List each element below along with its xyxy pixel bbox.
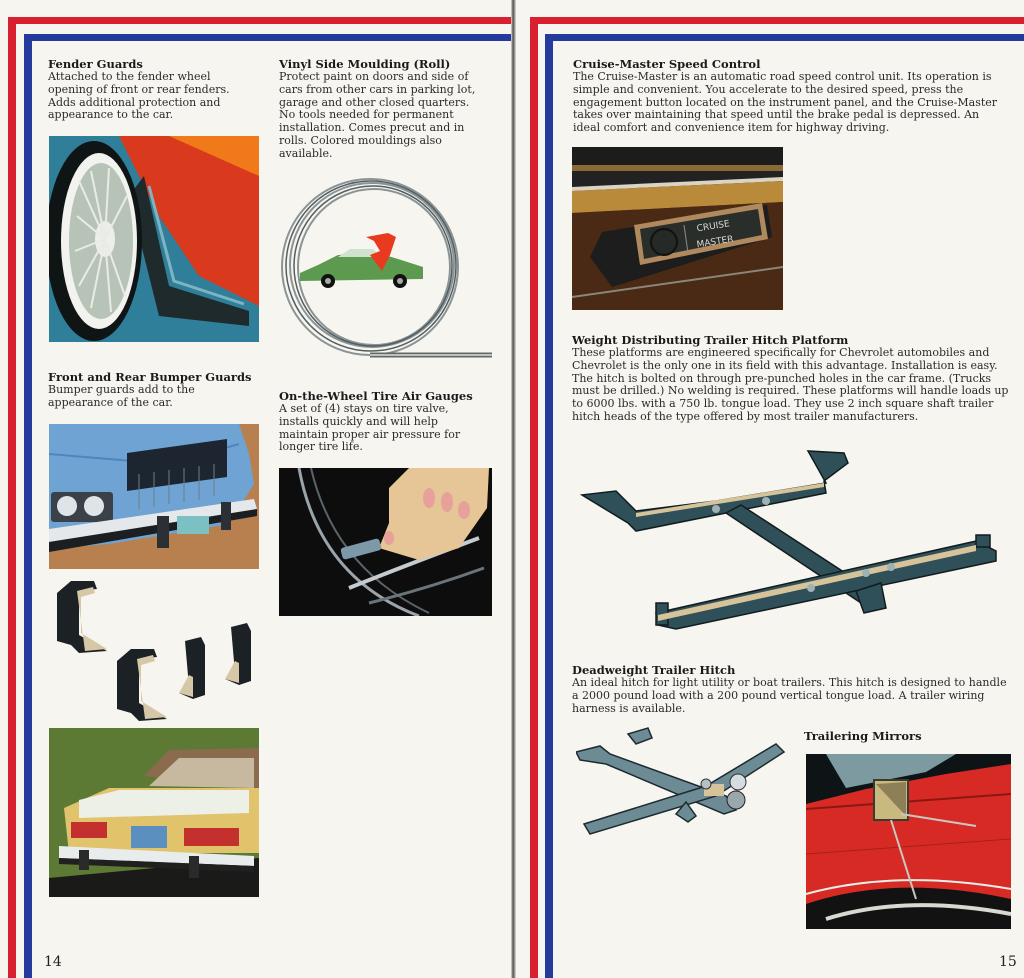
section-title: Trailering Mirrors bbox=[804, 729, 922, 743]
page-number: 14 bbox=[44, 954, 62, 970]
deadweight-hitch-image bbox=[576, 724, 788, 836]
blue-border-top bbox=[545, 34, 1024, 41]
section-body: An ideal hitch for light utility or boat trailers. This hitch is designed to handle a 2000 pound load with a 200 pound vertical tongue load. A trailer wiring harness is available. bbox=[572, 676, 1007, 715]
section-title: Fender Guards bbox=[48, 57, 143, 71]
cruise-label: CRUISE bbox=[696, 219, 731, 235]
section-body: Bumper guards add to the appearance of the car. bbox=[48, 383, 195, 409]
red-border-top bbox=[8, 17, 513, 24]
trailering-mirrors-section bbox=[804, 730, 1004, 743]
section-title: On-the-Wheel Tire Air Gauges bbox=[279, 389, 473, 403]
red-border-left bbox=[530, 17, 538, 978]
rear-bumper-guard-image bbox=[49, 728, 259, 897]
deadweight-hitch-section bbox=[572, 664, 1012, 715]
cruise-master-image bbox=[572, 147, 783, 310]
tire-gauge-image bbox=[279, 468, 492, 616]
fender-guard-image bbox=[49, 136, 259, 342]
bumper-guard-front-image bbox=[49, 424, 259, 569]
section-title: Cruise-Master Speed Control bbox=[573, 57, 761, 71]
trailering-mirror-image bbox=[806, 754, 1011, 929]
master-label: MASTER bbox=[696, 234, 735, 251]
trailer-hitch-platform-section bbox=[572, 334, 1012, 424]
section-title: Weight Distributing Trailer Hitch Platform bbox=[572, 333, 849, 347]
red-border-top bbox=[530, 17, 1024, 24]
blue-border-left bbox=[545, 34, 553, 978]
bumper-guard-parts-image bbox=[49, 575, 259, 725]
section-body: Protect paint on doors and side of cars from other cars in parking lot, garage and other closed quarters. No tools needed for permanent installation. Comes precut and in rolls. Colored mouldings also available. bbox=[279, 70, 476, 160]
section-body: Attached to the fender wheel opening of front or rear fenders. Adds additional protection and appearance to the car. bbox=[48, 70, 230, 122]
fender-guards-section bbox=[48, 58, 253, 122]
section-title: Deadweight Trailer Hitch bbox=[572, 663, 736, 677]
vinyl-side-moulding-section bbox=[279, 58, 489, 161]
tire-air-gauges-section bbox=[279, 390, 484, 454]
section-body: The Cruise-Master is an automatic road speed control unit. Its operation is simple and convenient. You accelerate to the desired speed, press the engagement button located on the instrument panel, and the Cruise-Master takes over maintaining that speed until the brake pedal is depressed. An ideal comfort and convenience item for highway driving. bbox=[573, 70, 998, 135]
hitch-platform-image bbox=[576, 443, 1006, 643]
right-page bbox=[516, 0, 1024, 978]
section-body: These platforms are engineered specifically for Chevrolet automobiles and Chevrolet is the only one in its field with this advantage. Installation is easy. The hitch is bolted on through pre-punched holes in the car frame. (Trucks must be drilled.) No welding is required. These platforms will handle loads up to 6000 lbs. with a 750 lb. tongue load. They use 2 inch square shaft trailer hitch heads of the type offered by most trailer manufacturers. bbox=[572, 346, 1009, 423]
blue-border-top bbox=[24, 34, 513, 41]
moulding-roll-image bbox=[278, 175, 494, 363]
section-title: Front and Rear Bumper Guards bbox=[48, 370, 252, 384]
cruise-master-section bbox=[573, 58, 1008, 135]
page-number: 15 bbox=[999, 954, 1017, 970]
section-title: Vinyl Side Moulding (Roll) bbox=[279, 57, 451, 71]
red-border-left bbox=[8, 17, 16, 978]
bumper-guards-section bbox=[48, 371, 258, 410]
blue-border-left bbox=[24, 34, 32, 978]
section-body: A set of (4) stays on tire valve, installs quickly and will help maintain proper air pressure for longer tire life. bbox=[279, 402, 461, 454]
